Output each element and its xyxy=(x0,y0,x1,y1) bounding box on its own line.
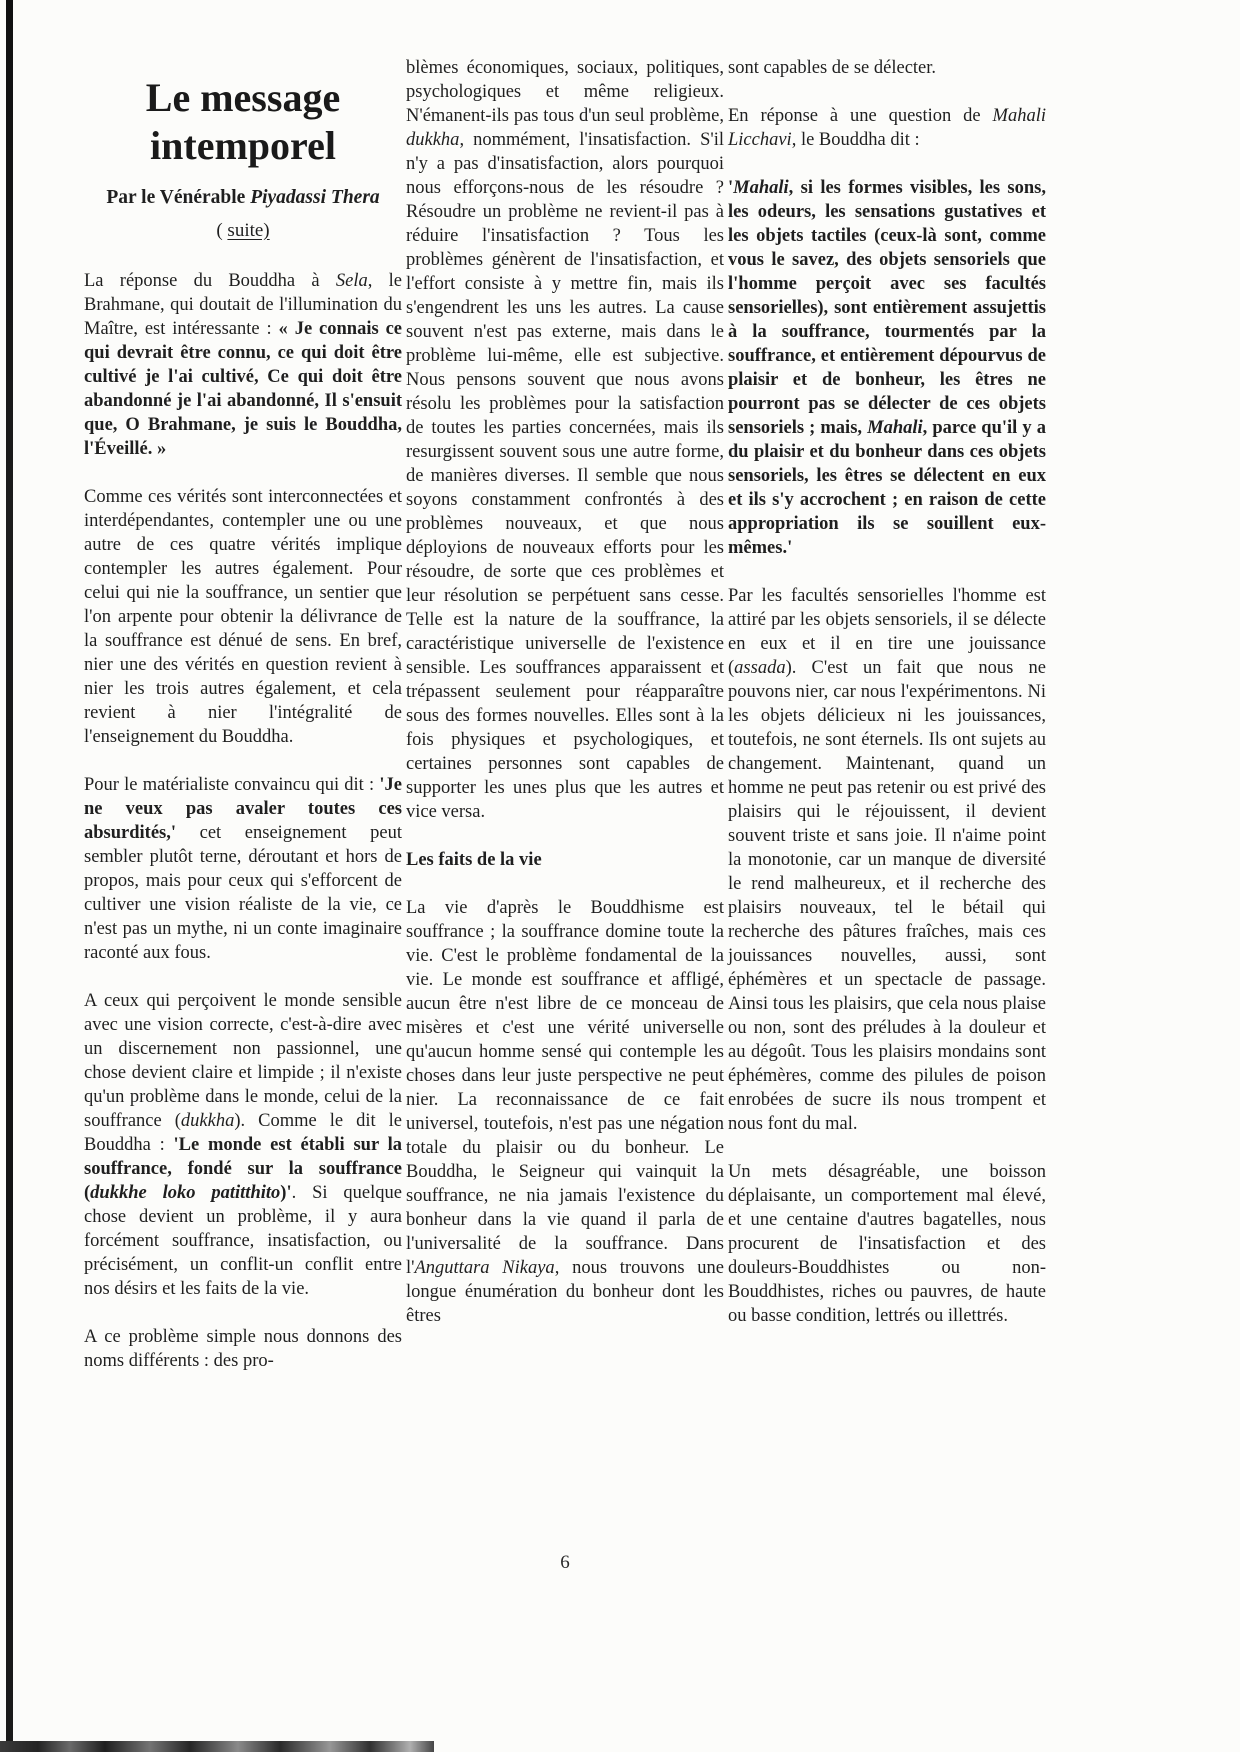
text-run: Comme ces vérités sont interconnectées et interdépendantes, contempler une ou une autre de ces quatre vérités implique contempler les autres également. Pour celui qui nie la souffrance, un sentier que l'on arpente pour obtenir la délivrance de la souffrance est dénué de sens. En bref, nier une des vérités en question revient à nier les trois autres également, et cela revient à nier l'intégralité de l'enseignement du Bouddha. xyxy=(84,487,402,747)
article-title: Le message intemporel xyxy=(145,75,341,168)
section-heading xyxy=(406,848,724,872)
text-run: blèmes économiques, sociaux, politiques, psychologiques et même religieux. N'émanent-ils pas tous d'un seul problème, xyxy=(406,58,724,126)
paragraph xyxy=(406,896,724,1328)
article-header xyxy=(84,74,402,243)
paragraph xyxy=(728,104,1046,152)
paragraph xyxy=(84,485,402,749)
column-left xyxy=(84,56,402,1397)
text-run: , le Brahmane, qui doutait de l'illumination du Maître, est intéressante : xyxy=(84,271,402,339)
text-run: dukkha xyxy=(406,130,460,150)
text-run: dukkha xyxy=(180,1111,235,1131)
text-run: )' xyxy=(280,1183,292,1203)
text-run: ). C'est un fait que nous ne pouvons nier, car nous l'expérimentons. Ni les objets délicieux ni les jouissances, toutefois, ne sont éternels. Ils ont sujets au changement. Maintenant, quand un homme ne peut pas retenir ou est privé des plaisirs qui le réjouissent, il devient souvent triste et sans joie. Il n'aime point la monotonie, car un manque de diversité le rend malheureux, et il recherche des plaisirs nouveaux, tel le bétail qui recherche des pâtures fraîches, mais ces jouissances nouvelles, aussi, sont éphémères et un spectacle de passage. Ainsi tous les plaisirs, que cela nous plaise ou non, sont des préludes à la douleur et au dégoût. Tous les plaisirs mondains sont éphémères, comme des pilules de poison enrobées de sucre ils nous trompent et nous font du mal. xyxy=(728,658,1046,1134)
text-run: assada xyxy=(734,658,786,678)
text-run: La vie d'après le Bouddhisme est souffrance ; la souffrance domine toute la vie. C'est le problème fondamental de la vie. Le monde est souffrance et affligé, aucun être n'est libre de ce monceau de misères et c'est une vérité universelle qu'aucun homme sensé qui contemple les choses dans leur juste perspective ne peut nier. La reconnaissance de ce fait universel, toutefois, n'est pas une négation totale du plaisir ou du bonheur. Le Bouddha, le Seigneur qui vainquit la souffrance, ne nia jamais l'existence du bonheur dans la vie quand il parla de l'universalité de la souffrance. Dans l' xyxy=(406,898,724,1278)
text-run: Par les facultés sensorielles l'homme est attiré par les objets sensoriels, il se délecte en eux et il en tire une jouissance ( xyxy=(728,586,1046,678)
paragraph xyxy=(84,989,402,1301)
text-run: Mahali xyxy=(733,178,789,198)
text-run: Piyadassi Thera xyxy=(250,187,380,208)
text-run: cet enseignement peut sembler plutôt terne, déroutant et hors de propos, mais pour ceux qui s'efforcent de cultiver une vision réaliste de la vie, ce n'est pas un mythe, ni un conte imaginaire raconté aux fous. xyxy=(84,823,402,963)
paragraph xyxy=(84,269,402,461)
paragraph xyxy=(406,56,724,824)
text-run: , parce qu'il y a du plaisir et du bonheur dans ces objets sensoriels, les êtres se délectent en eux et ils s'y accrochent ; en raison de cette appropriation ils se souillent eux-mêmes.' xyxy=(728,418,1046,558)
text-run: , le Bouddha dit : xyxy=(791,130,920,150)
text-run: Un mets désagréable, une boisson déplaisante, un comportement mal élevé, et une centaine d'autres bagatelles, nous procurent de l'insatisfaction et des douleurs-Bouddhistes ou non-Bouddhistes, riches ou pauvres, de haute ou basse condition, lettrés ou illettrés. xyxy=(728,1162,1046,1326)
paragraph xyxy=(84,1325,402,1373)
scan-artifact-bottom-edge xyxy=(0,1741,434,1752)
text-run: suite) xyxy=(227,220,270,241)
text-run: Les faits de la vie xyxy=(406,850,542,870)
text-run: . Si quelque chose devient un problème, il y aura forcément souffrance, insatisfaction, ou précisément, un conflit-un conflit entre nos désirs et les faits de la vie. xyxy=(84,1183,402,1299)
text-run: Sela xyxy=(335,271,368,291)
text-run: Mahali Licchavi xyxy=(728,106,1046,150)
text-run: En réponse à une question de xyxy=(728,106,993,126)
text-run: Mahali xyxy=(867,418,923,438)
text-run: Pour le matérialiste convaincu qui dit : xyxy=(84,775,380,795)
text-run: , nommément, l'insatisfaction. S'il n'y a pas d'insatisfaction, alors pourquoi nous efforçons-nous de les résoudre ? Résoudre un problème ne revient-il pas à réduire l'insatisfaction ? Tous les problèmes génèrent de l'insatisfaction, et l'effort consiste à y mettre fin, mais ils s'engendrent les uns les autres. La cause souvent n'est pas externe, mais dans le problème lui-même, elle est subjective. Nous pensons souvent que nous avons résolu les problèmes pour la satisfaction de toutes les parties concernées, mais ils resurgissent souvent sous une autre forme, de manières diverses. Il semble que nous soyons constamment confrontés à des problèmes nouveaux, et que nous déployions de nouveaux efforts pour les résoudre, de sorte que ces problèmes et leur résolution se perpétuent sans cesse. Telle est la nature de la souffrance, la caractéristique universelle de l'existence sensible. Les souffrances apparaissent et trépassent seulement pour réapparaître sous des formes nouvelles. Elles sont à la fois physiques et psychologiques, et certaines personnes sont capables de supporter les unes plus que les autres et vice versa. xyxy=(406,130,724,822)
paragraph xyxy=(84,773,402,965)
text-run: La réponse du Bouddha à xyxy=(84,271,336,291)
text-run: Par le Vénérable xyxy=(106,187,251,208)
article-byline xyxy=(84,186,402,210)
column-right xyxy=(728,56,1046,1352)
text-run: sont capables de se délecter. xyxy=(728,58,937,78)
text-run: ( xyxy=(216,220,228,241)
text-run: dukkhe loko patitthito xyxy=(90,1183,281,1203)
page-number: 6 xyxy=(560,1552,570,1573)
article-continuation-note xyxy=(84,219,402,243)
text-run: Anguttara Nikaya xyxy=(414,1258,555,1278)
text-run: , si les formes visibles, les sons, les odeurs, les sensations gustatives et les objets tactiles (ceux-là sont, comme vous le savez, des objets sensoriels que l'homme perçoit avec ses facultés sensorielles), sont entièrement assujettis à la souffrance, tourmentés par la souffrance, et entièrement dépourvus de plaisir et de bonheur, les êtres ne pourront pas se délecter de ces objets sensoriels ; mais, xyxy=(728,178,1046,438)
text-run: A ceux qui perçoivent le monde sensible avec une vision correcte, c'est-à-dire avec un discernement non passionnel, une chose devient claire et limpide ; il n'existe qu'un problème dans le monde, celui de la souffrance ( xyxy=(84,991,402,1131)
paragraph xyxy=(728,1160,1046,1328)
text-run: ). Comme le dit le Bouddha : xyxy=(84,1111,402,1155)
text-run: , nous trouvons une longue énumération du bonheur dont les êtres xyxy=(406,1258,724,1326)
paragraph xyxy=(728,584,1046,1136)
text-run: 'Je ne veux pas avaler toutes ces absurdités,' xyxy=(84,775,402,843)
column-middle xyxy=(406,56,724,1352)
scan-artifact-left-edge xyxy=(6,0,13,1752)
text-run: 'Le monde est établi sur la souffrance, fondé sur la souffrance ( xyxy=(84,1135,402,1203)
text-run: « Je connais ce qui devrait être connu, ce qui doit être cultivé je l'ai cultivé, Ce qui doit être abandonné je l'ai abandonné, Il s'ensuit que, O Brahmane, je suis le Bouddha, l'Éveillé. » xyxy=(84,319,403,459)
paragraph xyxy=(728,56,1046,80)
column-left-body xyxy=(84,269,402,1373)
paragraph xyxy=(728,176,1046,560)
text-run: ' xyxy=(728,178,734,198)
text-run: A ce problème simple nous donnons des noms différents : des pro- xyxy=(84,1327,402,1371)
